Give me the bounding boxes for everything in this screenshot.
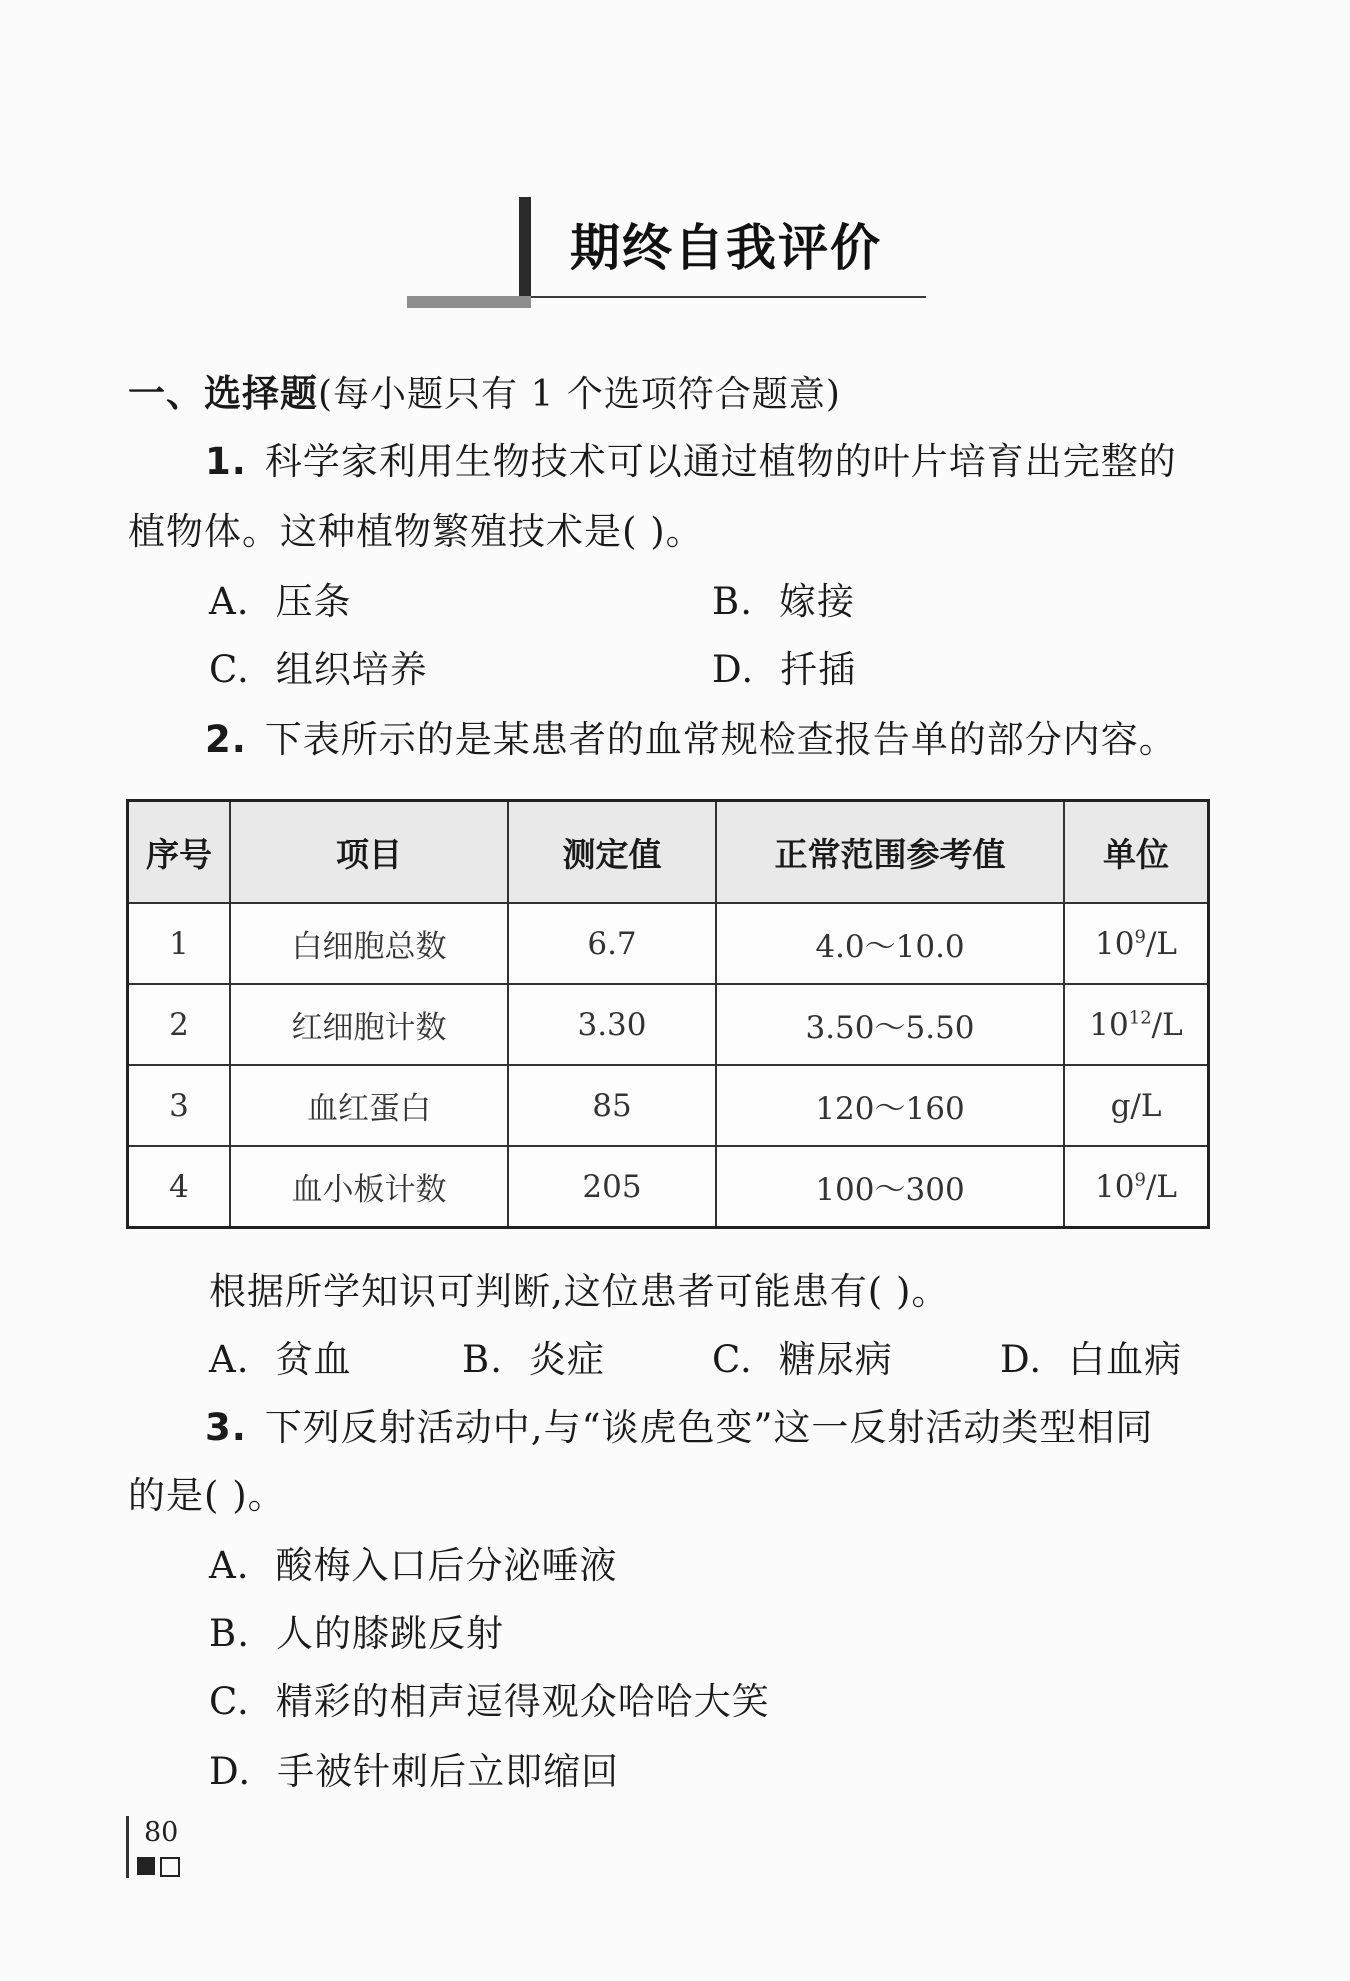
page-title: 期终自我评价 [570, 219, 882, 277]
table-row [128, 1146, 1209, 1228]
table-header-row [128, 801, 1209, 904]
cell-range: 4.0～10.0 [716, 903, 1064, 984]
header-unit: 单位 [1064, 801, 1209, 904]
q3-line1 [205, 1406, 1153, 1450]
cell-no: 3 [128, 1065, 231, 1146]
empty-square-icon [160, 1857, 180, 1877]
cell-value: 3.30 [508, 984, 716, 1065]
cell-range: 100～300 [716, 1146, 1064, 1228]
cell-value: 85 [508, 1065, 716, 1146]
header-value: 测定值 [508, 801, 716, 904]
q1-line1 [205, 440, 1177, 484]
header-item: 项目 [230, 801, 508, 904]
filled-square-icon [137, 1857, 155, 1875]
table-row [128, 984, 1209, 1065]
cell-no: 2 [128, 984, 231, 1065]
cell-item: 白细胞总数 [230, 903, 508, 984]
cell-no: 1 [128, 903, 231, 984]
q2-number: 2. [205, 718, 247, 761]
section-note: (每小题只有 1 个选项符合题意) [318, 374, 841, 415]
q3-text-line1: 下列反射活动中,与“谈虎色变”这一反射活动类型相同 [264, 1406, 1154, 1449]
q2-stem: 根据所学知识可判断,这位患者可能患有( )。 [209, 1270, 950, 1313]
footer-divider [126, 1816, 129, 1878]
q3-option-b: B. 人的膝跳反射 [209, 1612, 504, 1655]
table-row [128, 1065, 1209, 1146]
q3-option-d: D. 手被针刺后立即缩回 [209, 1750, 620, 1793]
q1-option-c: C. 组织培养 [209, 648, 428, 691]
section-label: 一、选择题 [128, 372, 318, 415]
cell-unit: g/L [1064, 1065, 1209, 1146]
title-underline [531, 296, 926, 298]
cell-range: 3.50～5.50 [716, 984, 1064, 1065]
q2-intro: 下表所示的是某患者的血常规检查报告单的部分内容。 [264, 718, 1177, 761]
q2-option-b: B. 炎症 [462, 1338, 605, 1381]
table-row [128, 903, 1209, 984]
q1-option-d: D. 扦插 [712, 648, 857, 691]
section-header [128, 372, 841, 417]
q1-option-a: A. 压条 [209, 580, 352, 623]
page-number: 80 [144, 1817, 179, 1848]
cell-unit: $10^9/L$ [1064, 1146, 1209, 1228]
q1-text-line1: 科学家利用生物技术可以通过植物的叶片培育出完整的 [264, 440, 1177, 483]
q3-text-line2: 的是( )。 [128, 1474, 286, 1517]
q1-text-line2: 植物体。这种植物繁殖技术是( )。 [128, 510, 704, 553]
q2-option-d: D. 白血病 [1000, 1338, 1183, 1381]
cell-range: 120～160 [716, 1065, 1064, 1146]
cell-no: 4 [128, 1146, 231, 1228]
cell-unit: $10^9/L$ [1064, 903, 1209, 984]
title-decoration-bar [519, 197, 531, 305]
q2-option-a: A. 贫血 [209, 1338, 352, 1381]
header-no: 序号 [128, 801, 231, 904]
q2-option-c: C. 糖尿病 [712, 1338, 893, 1381]
cell-item: 血小板计数 [230, 1146, 508, 1228]
q3-option-a: A. 酸梅入口后分泌唾液 [209, 1544, 618, 1587]
q3-number: 3. [205, 1406, 247, 1449]
cell-unit: $10^{12}/L$ [1064, 984, 1209, 1065]
q2-intro-line [205, 718, 1177, 762]
cell-value: 205 [508, 1146, 716, 1228]
cell-value: 6.7 [508, 903, 716, 984]
blood-test-table [126, 799, 1210, 1229]
q3-option-c: C. 精彩的相声逗得观众哈哈大笑 [209, 1680, 770, 1723]
title-decoration-shadow [407, 296, 531, 308]
cell-item: 红细胞计数 [230, 984, 508, 1065]
q1-option-b: B. 嫁接 [712, 580, 855, 623]
cell-item: 血红蛋白 [230, 1065, 508, 1146]
q1-number: 1. [205, 440, 247, 483]
header-range: 正常范围参考值 [716, 801, 1064, 904]
